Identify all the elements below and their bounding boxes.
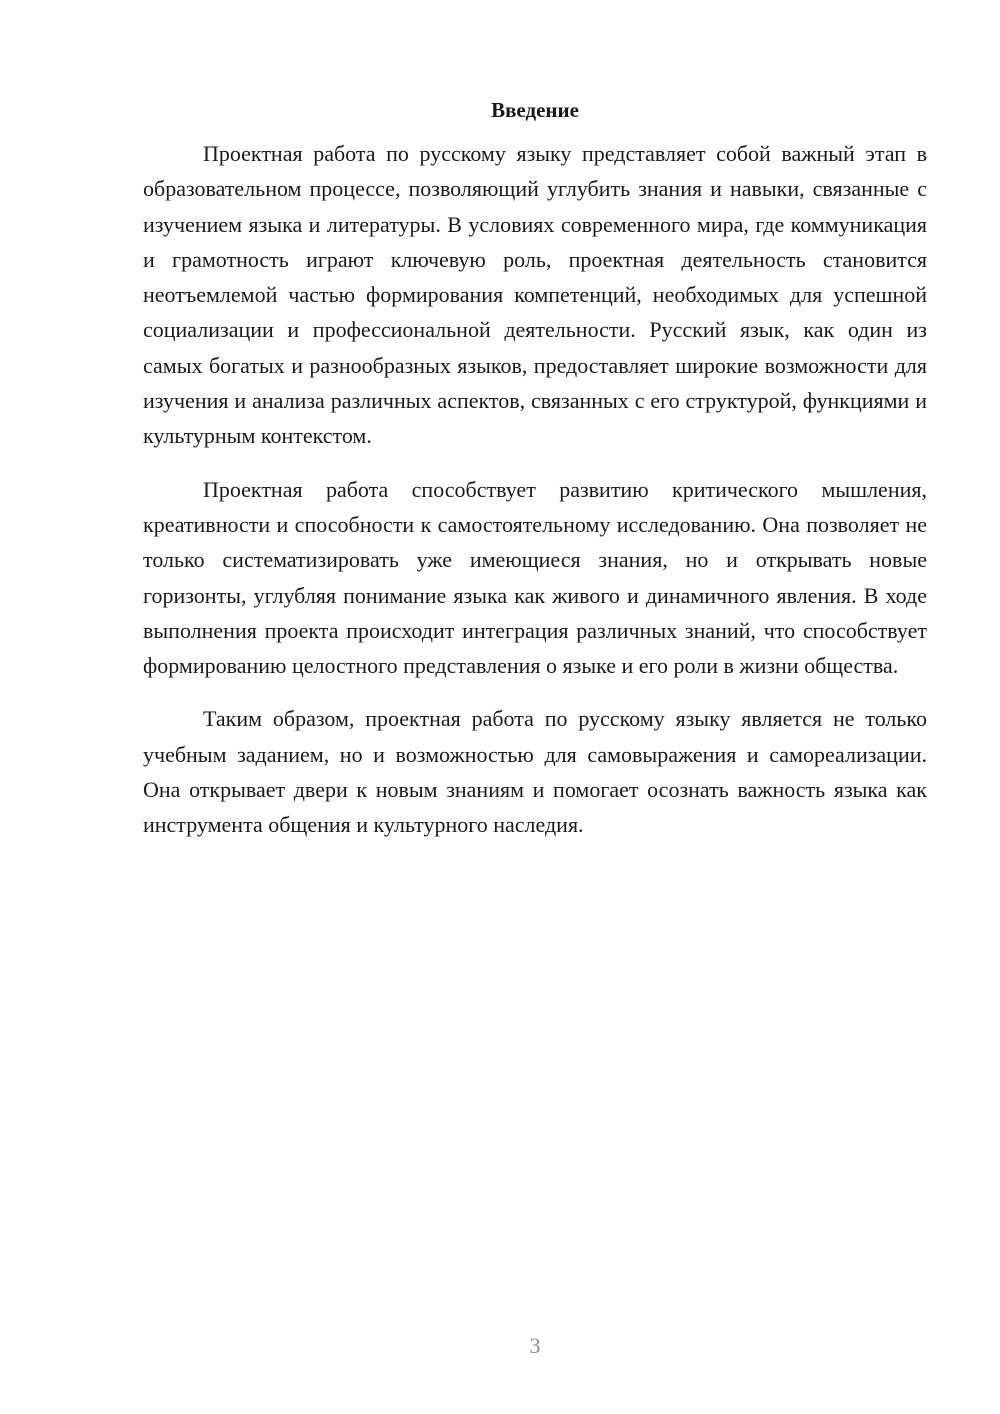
page-number: 3 xyxy=(529,1333,541,1358)
paragraph-2: Проектная работа способствует развитию критического мышления, креативности и способности к самостоятельному исследованию. Она позволяет не только систематизировать уже имеющиеся знания, но и открывать новые горизонты, углубляя понимание языка как живого и динамичного явления. В ходе выполнения проекта происходит интеграция различных знаний, что способствует формированию целостного представления о языке и его роли в жизни общества. xyxy=(143,476,927,679)
section-title: Введение xyxy=(491,98,579,122)
page-content xyxy=(143,95,927,861)
paragraph-3: Таким образом, проектная работа по русскому языку является не только учебным заданием, но и возможностью для самовыражения и самореализации. Она открывает двери к новым знаниям и помогает осознать важность языка как инструмента общения и культурного наследия. xyxy=(143,706,927,838)
paragraph-1: Проектная работа по русскому языку представляет собой важный этап в образовательном процессе, позволяющий углубить знания и навыки, связанные с изучением языка и литературы. В условиях современного мира, где коммуникация и грамотность играют ключевую роль, проектная деятельность становится неотъемлемой частью формирования компетенций, необходимых для успешной социализации и профессиональной деятельности. Русский язык, как один из самых богатых и разнообразных языков, предоставляет широкие возможности для изучения и анализа различных аспектов, связанных с его структурой, функциями и культурным контекстом. xyxy=(143,141,927,449)
